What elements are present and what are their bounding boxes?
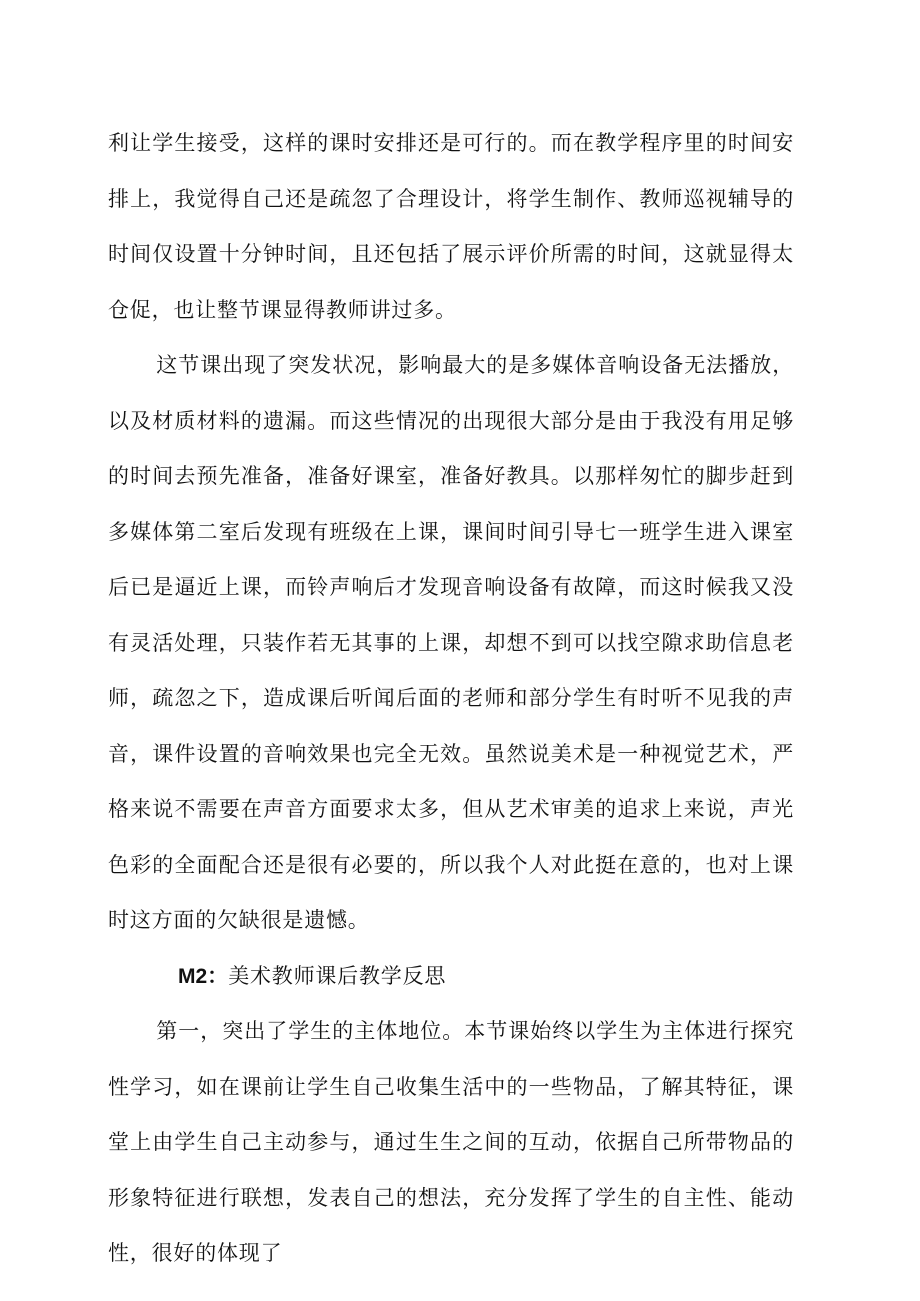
paragraph-continuation: 利让学生接受，这样的课时安排还是可行的。而在教学程序里的时间安排上，我觉得自己还是疏忽了合理设计，将学生制作、教师巡视辅导的时间仅设置十分钟时间，且还包括了展示评价所需的时间，这就显得太仓促，也让整节课显得教师讲过多。 — [108, 131, 794, 322]
paragraph-first-point: 第一，突出了学生的主体地位。本节课始终以学生为主体进行探究性学习，如在课前让学生自己收集生活中的一些物品，了解其特征，课堂上由学生自己主动参与，通过生生之间的互动，依据自己所带物品的形象特征进行联想，发表自己的想法，充分发挥了学生的自主性、能动性，很好的体现了 — [108, 1019, 794, 1265]
document-body — [108, 116, 794, 1282]
section-heading — [108, 949, 794, 1005]
section-title: 美术教师课后教学反思 — [228, 963, 447, 988]
paragraph-sudden-situation: 这节课出现了突发状况，影响最大的是多媒体音响设备无法播放，以及材质材料的遗漏。而这些情况的出现很大部分是由于我没有用足够的时间去预先准备，准备好课室，准备好教具。以那样匆忙的脚步赶到多媒体第二室后发现有班级在上课，课间时间引导七一班学生进入课室后已是逼近上课，而铃声响后才发现音响设备有故障，而这时候我又没有灵活处理，只装作若无其事的上课，却想不到可以找空隙求助信息老师，疏忽之下，造成课后听闻后面的老师和部分学生有时听不见我的声音，课件设置的音响效果也完全无效。虽然说美术是一种视觉艺术，严格来说不需要在声音方面要求太多，但从艺术审美的追求上来说，声光色彩的全面配合还是很有必要的，所以我个人对此挺在意的，也对上课时这方面的欠缺很是遗憾。 — [108, 353, 794, 932]
section-label: M2： — [178, 964, 229, 988]
